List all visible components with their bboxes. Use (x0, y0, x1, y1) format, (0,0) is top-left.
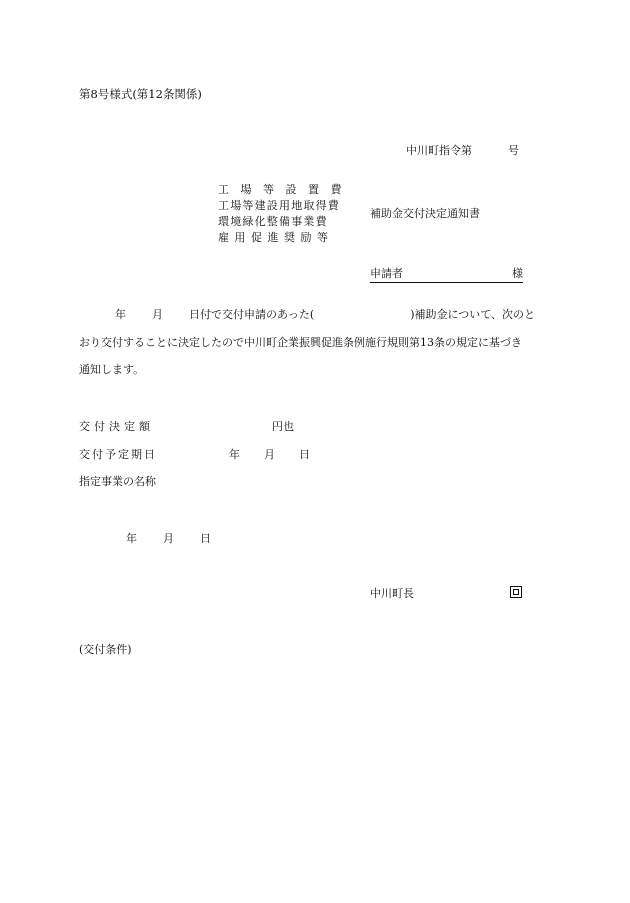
scheduled-year: 年 (229, 448, 240, 461)
applicant-label: 申請者 (370, 267, 403, 280)
body-year: 年 (115, 308, 126, 321)
amount-unit: 円也 (272, 420, 294, 433)
issue-year: 年 (126, 532, 137, 545)
seal-icon (510, 586, 522, 598)
mayor-signature (370, 585, 522, 601)
document-number-suffix: 号 (508, 144, 519, 157)
issue-month: 月 (163, 532, 174, 545)
body-line-3: 通知します。 (79, 363, 145, 376)
scheduled-month: 月 (264, 448, 275, 461)
amount-label: 交付決定額 (79, 420, 154, 433)
issue-date (126, 530, 211, 546)
project-name-label: 指定事業の名称 (79, 475, 156, 488)
category-land-acquisition: 工場等建設用地取得費 (218, 199, 340, 212)
form-title: 第8号様式(第12条関係) (79, 87, 202, 101)
issue-day: 日 (200, 532, 211, 545)
mayor-label: 中川町長 (370, 587, 414, 600)
body-line1-day: 日付で交付申請のあった( (189, 308, 315, 321)
applicant-honorific: 様 (512, 267, 523, 280)
applicant-line (370, 265, 523, 283)
body-month: 月 (152, 308, 163, 321)
scheduled-date-label: 交付予定期日 (79, 448, 157, 461)
document-number-prefix: 中川町指令第 (406, 144, 472, 157)
conditions-label: (交付条件) (79, 643, 132, 656)
scheduled-date-row (79, 446, 310, 462)
category-employment: 雇用促進奨励等 (218, 231, 334, 244)
notice-title: 補助金交付決定通知書 (370, 207, 480, 220)
amount-row (79, 418, 294, 434)
document-number (406, 142, 519, 158)
category-factory-installation: 工場等設置費 (218, 183, 353, 196)
scheduled-day: 日 (299, 448, 310, 461)
body-line1-rest: )補助金について、次のと (410, 308, 536, 321)
category-greening: 環境緑化整備事業費 (218, 215, 328, 228)
body-line-1 (79, 306, 550, 322)
body-line-2: おり交付することに決定したので中川町企業振興促進条例施行規則第13条の規定に基づき (79, 336, 522, 349)
